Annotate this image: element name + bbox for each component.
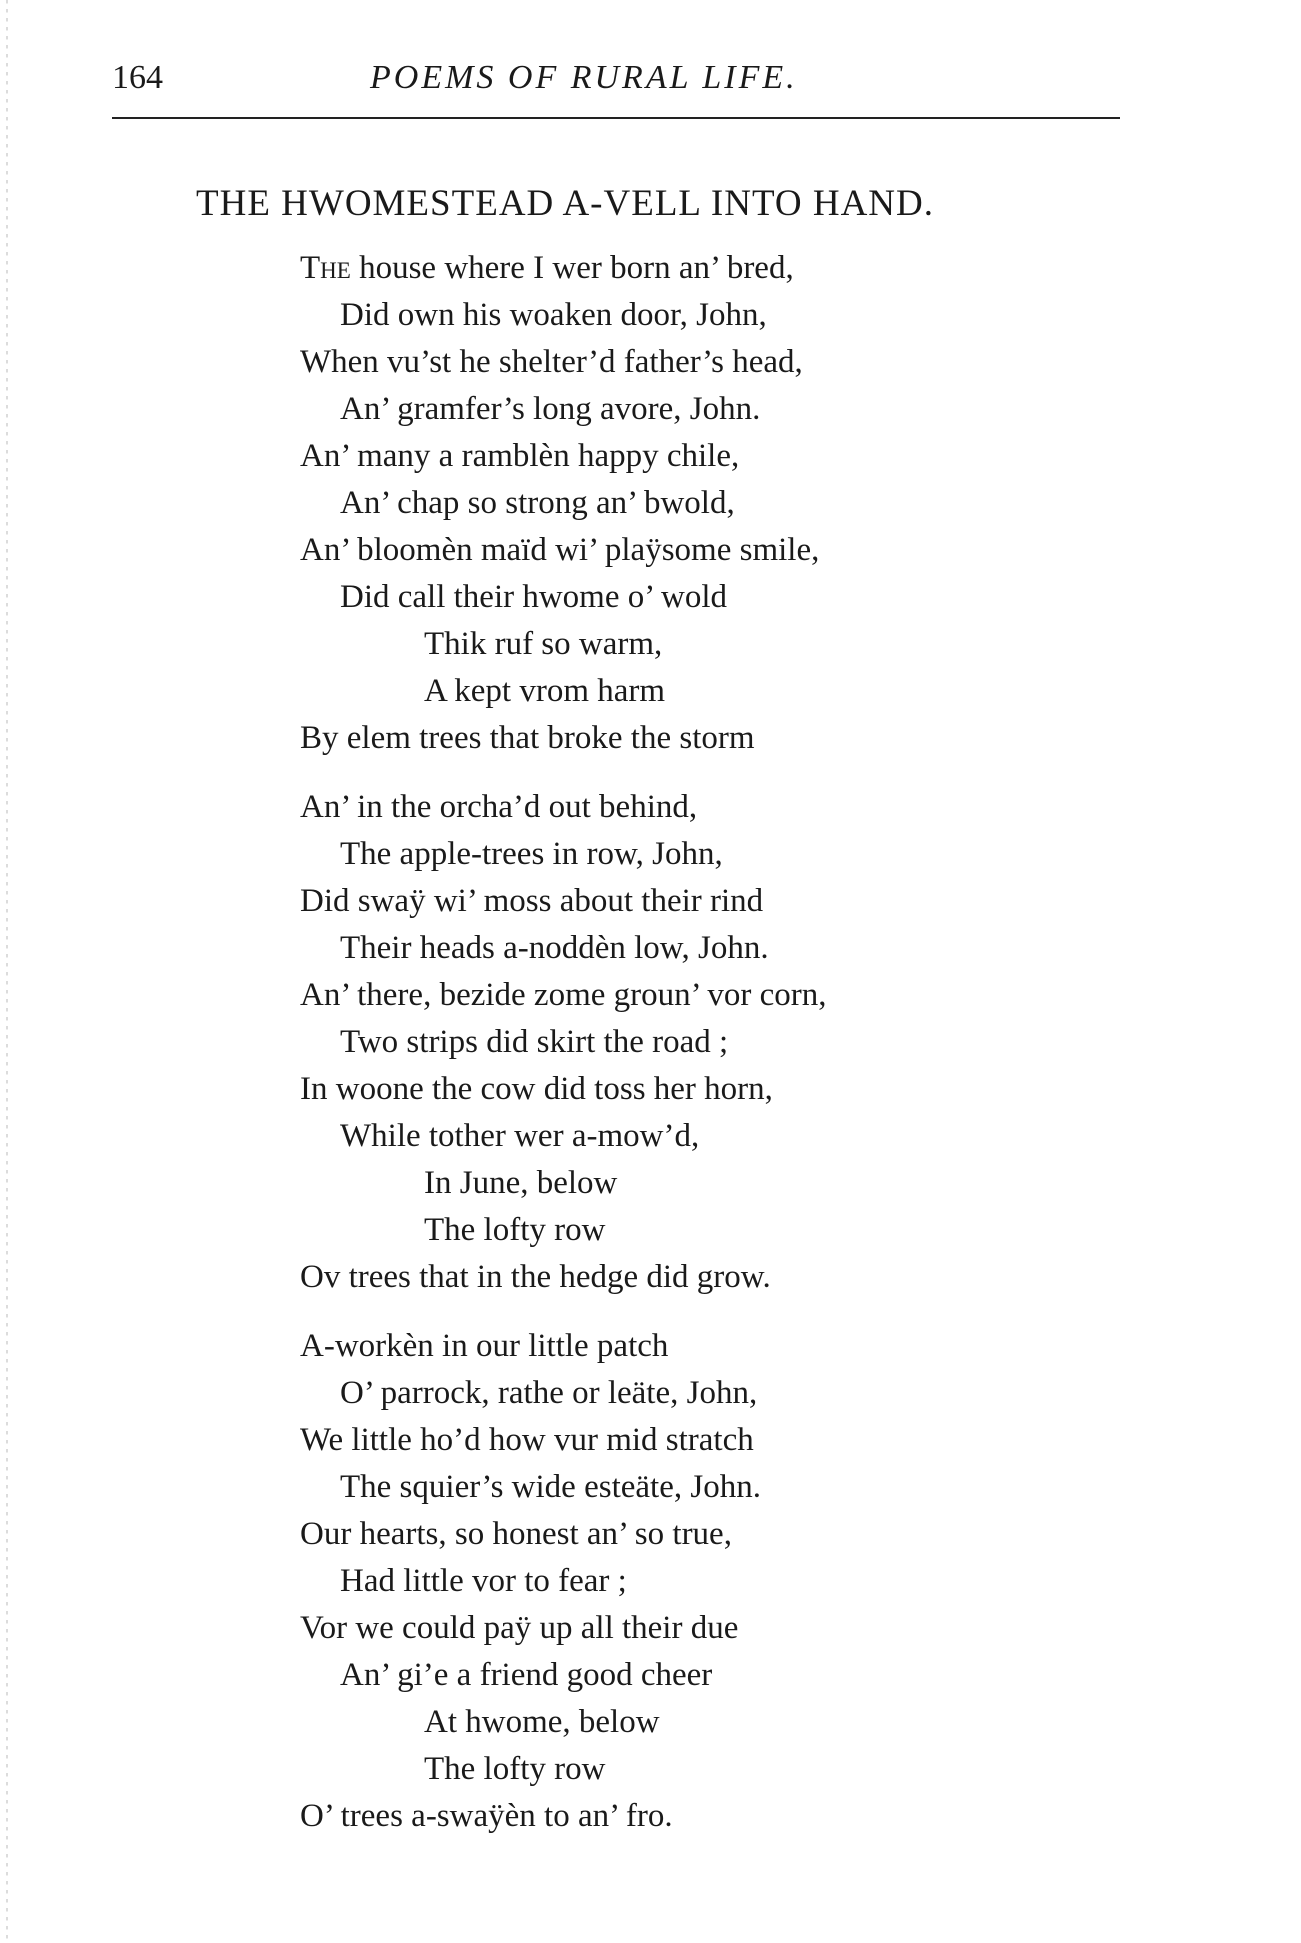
poem-line: An’ gi’e a friend good cheer	[340, 1657, 713, 1693]
poem-line: The apple-trees in row, John,	[340, 836, 723, 872]
poem-line: O’ parrock, rathe or leäte, John,	[340, 1375, 758, 1411]
poem-line: When vu’st he shelter’d father’s head,	[300, 344, 803, 380]
stanza	[300, 784, 1100, 1301]
poem-line: Did swaÿ wi’ moss about their rind	[300, 883, 764, 919]
poem-line: While tother wer a-mow’d,	[340, 1118, 700, 1154]
poem-line: O’ trees a-swaÿèn to an’ fro.	[300, 1798, 673, 1834]
poem-line: Our hearts, so honest an’ so true,	[300, 1516, 732, 1552]
poem-title: THE HWOMESTEAD A-VELL INTO HAND.	[196, 183, 934, 224]
stanza	[300, 1323, 1100, 1840]
poem-line: Ov trees that in the hedge did grow.	[300, 1259, 771, 1295]
poem-line: Vor we could paÿ up all their due	[300, 1610, 739, 1646]
header-rule	[112, 117, 1120, 119]
poem-line: Had little vor to fear ;	[340, 1563, 627, 1599]
poem-line: By elem trees that broke the storm	[300, 720, 755, 756]
poem-line: A-workèn in our little patch	[300, 1328, 669, 1364]
poem-body	[300, 245, 1100, 1862]
poem-line: A kept vrom harm	[424, 673, 666, 709]
poem-line: The squier’s wide esteäte, John.	[340, 1469, 761, 1505]
poem-line: An’ there, bezide zome groun’ vor corn,	[300, 977, 827, 1013]
poem-line: Did call their hwome o’ wold	[340, 579, 728, 615]
poem-line: The lofty row	[424, 1212, 606, 1248]
poem-line: In woone the cow did toss her horn,	[300, 1071, 773, 1107]
poem-line: Did own his woaken door, John,	[340, 297, 767, 333]
poem-line: An’ chap so strong an’ bwold,	[340, 485, 735, 521]
running-head: POEMS OF RURAL LIFE.	[370, 59, 798, 96]
poem-line: Two strips did skirt the road ;	[340, 1024, 729, 1060]
poem-line: The lofty row	[424, 1751, 606, 1787]
poem-line: Their heads a-noddèn low, John.	[340, 930, 769, 966]
stanza	[300, 245, 1100, 762]
poem-line: In June, below	[424, 1165, 618, 1201]
poem-line: An’ many a ramblèn happy chile,	[300, 438, 740, 474]
poem-line: We little ho’d how vur mid stratch	[300, 1422, 754, 1458]
poem-line: At hwome, below	[424, 1704, 660, 1740]
poem-line: An’ in the orcha’d out behind,	[300, 789, 698, 825]
margin-dotted-line	[6, 0, 8, 1943]
poem-line: The house where I wer born an’ bred,	[300, 250, 794, 286]
poem-line: Thik ruf so warm,	[424, 626, 663, 662]
page-number: 164	[112, 59, 163, 96]
poem-line: An’ gramfer’s long avore, John.	[340, 391, 761, 427]
poem-line: An’ bloomèn maïd wi’ plaÿsome smile,	[300, 532, 820, 568]
